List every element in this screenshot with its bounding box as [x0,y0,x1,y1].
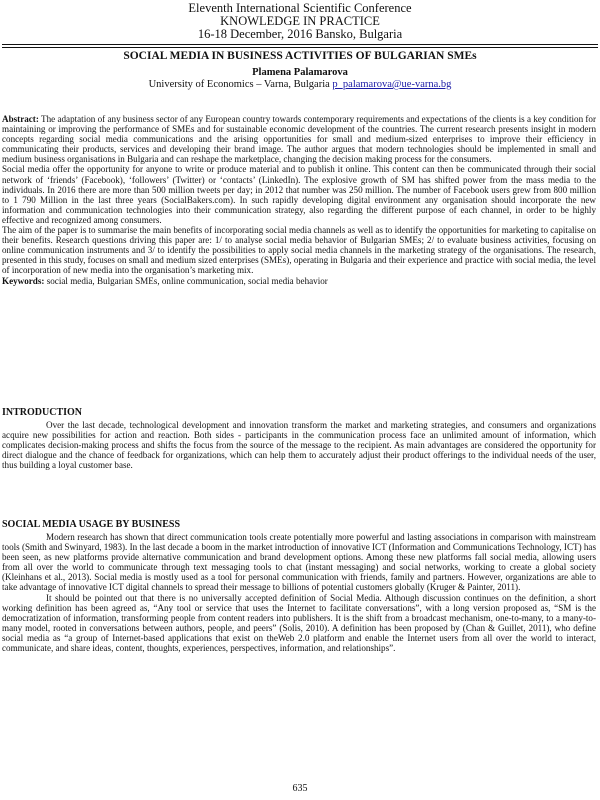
header-rule [2,44,598,45]
paper-title: SOCIAL MEDIA IN BUSINESS ACTIVITIES OF BULGARIAN SMEs [123,50,477,62]
abstract-paragraph-2: Social media offer the opportunity for anyone to write or produce material and to publish it online. This content can then be communicated through their social network of ‘friends’ (Facebook), ‘followers’ (Twitter) or ‘contacts’ (LinkedIn). The explosive growth of SM has shifted power from the mass media to the individuals. In 2016 there are more than 500 million tweets per day; in 2012 that number was 250 million. The number of Facebook users grew from 800 million to 1 790 Million in the last three years (SocialBakers.com). In such rapidly developing digital environment any organisation should incorporate the new information and communication technologies into their communication strategy, also regarding the different purpose of each channel, in order to be highly effective and recognized among consumers. [2,164,596,225]
conference-name: Eleventh International Scientific Conference [188,1,412,15]
abstract-paragraph-3: The aim of the paper is to summarise the main benefits of incorporating social media channels as well as to identify the opportunities for marketing to capitalise on their benefits. Research questions driving this paper are: 1/ to analyse social media behavior of Bulgarian SMEs; 2/ to evaluate business activities, focusing on online communication instruments and 3/ to identify the possibilities to apply social media channels in the marketing strategy of the organisations. The research, presented in this study, focuses on small and medium sized enterprises (SMEs), operating in Bulgaria and their experience and practice with social media, the level of incorporation of new media into the organisation’s marketing mix. [2,225,596,276]
abstract-block [2,114,596,286]
conference-header [0,0,600,41]
affiliation-text: University of Economics – Varna, Bulgaria [148,79,330,90]
abstract-label: Abstract: [2,114,39,124]
abstract-paragraph-1: Abstract: The adaptation of any business sector of any European country towards contemporary requirements and expectations of the clients is a key condition for maintaining or improving the performance of SMEs and for sustainable economic development of the countries. The current research presents insight in modern concepts regarding social media communications and the arising opportunities for small and medium-sized enterprises to improve their efficiency in communicating their products, services and developing their brand image. The author argues that modern technologies should be implemented in small and medium business organisations in Bulgaria and can reshape the marketplace, changing the decision making process for the consumers. [2,114,597,165]
social-media-usage-body [2,532,596,653]
keywords-line: Keywords: social media, Bulgarian SMEs, online communication, social media behavior [2,275,328,286]
keywords-label: Keywords: [2,275,45,286]
author-email-link[interactable]: p_palamarova@ue-varna.bg [332,79,452,90]
section-heading-social-media-usage: SOCIAL MEDIA USAGE BY BUSINESS [2,519,181,530]
page-number: 635 [292,783,308,794]
header-rule-second [2,47,598,48]
usage-paragraph-1: Modern research has shown that direct communication tools create potentially more powerful and lasting associations in comparison with mainstream tools (Smith and Swinyard, 1983). In the last decade a boom in the market introduction of innovative ICT (Information and Communications Technology, ICT) has been seen, as new platforms provide alternative communication and brand development options. Among these new platforms fall social media, allowing users from all over the world to communicate through text messaging tools to chat (instant messaging) and social networks, working to create a global society (Kleinhans et al., 2013). Social media is mostly used as a tool for personal communication with friends, family and partners. However, organizations are able to take advantage of innovative ICT digital channels to spread their message to billions of potential customers globally (Kruger & Painter, 2011). [2,532,596,593]
conference-title: KNOWLEDGE IN PRACTICE [220,14,380,28]
author-affiliation [0,79,600,90]
introduction-paragraph: Over the last decade, technological development and innovation transform the market and marketing strategies, and consumers and organizations acquire new possibilities for action and reaction. Both sides - participants in the communication process face an unlimited amount of information, which complicates decision-making process and shifts the focus from the source of the message to the recipient. As main advantages are considered the opportunity for direct dialogue and the chance of feedback for organizations, which can help them to accurately adjust their product offerings to the individual needs of the user, thus building a loyal customer base. [2,420,596,471]
section-heading-introduction: INTRODUCTION [2,407,83,418]
conference-date-location: 16-18 December, 2016 Bansko, Bulgaria [197,27,403,41]
usage-paragraph-2: It should be pointed out that there is no universally accepted definition of Social Media. Although discussion continues on the definition, a short working definition has been agreed as, “Any tool or service that uses the Internet to facilitate conversations”, with a long version proposed as, “SM is the democratization of information, transforming people from content readers into publishers. It is the shift from a broadcast mechanism, one-to-many, to a many-to-many model, rooted in conversations between authors, people, and peers” (Solis, 2010). A definition has been proposed by (Chan & Guillet, 2011), who define social media as “a group of Internet-based applications that exist on theWeb 2.0 platform and enable the Internet users from all over the world to interact, communicate, and share ideas, content, thoughts, experiences, perspectives, information, and relationships”. [2,592,596,654]
introduction-body [2,420,596,470]
author-name: Plamena Palamarova [252,67,348,78]
